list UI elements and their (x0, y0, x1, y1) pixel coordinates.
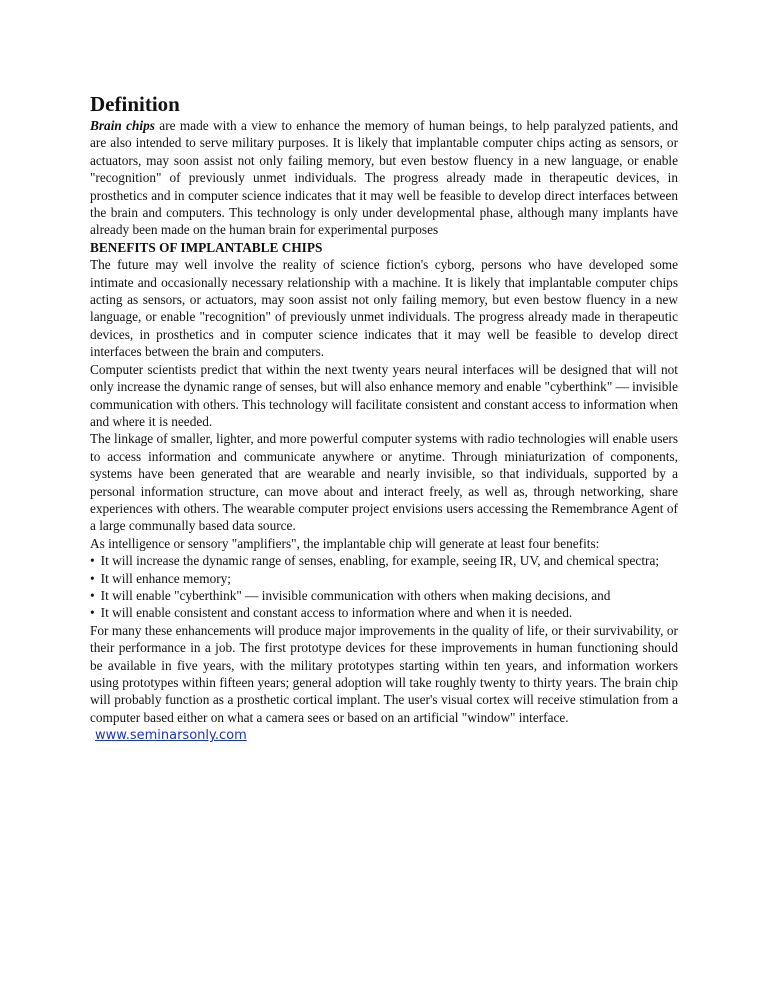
list-item (90, 570, 678, 587)
list-item-text: It will enable consistent and constant access to information where and when it is needed. (100, 605, 573, 621)
list-item (90, 587, 678, 604)
section-heading: BENEFITS OF IMPLANTABLE CHIPS (90, 239, 323, 255)
bullet-marker: • (90, 553, 95, 569)
paragraph-amplifiers: As intelligence or sensory "amplifiers", the implantable chip will generate at least four benefits: (90, 535, 600, 551)
bullet-marker: • (90, 587, 95, 603)
bullet-marker: • (90, 605, 95, 621)
list-item-text: It will enable "cyberthink" — invisible communication with others when making decisions, and (100, 587, 611, 603)
list-item (90, 552, 678, 569)
page-title: Definition (90, 92, 180, 116)
paragraph-future: The future may well involve the reality of science fiction's cyborg, persons who have developed some intimate and occasionally necessary relationship with a machine. It is likely that implantable computer chips acting as sensors, or actuators, may soon assist not only failing memory, but even bestow fluency in a new language, or enable "recognition" of previously unmet individuals. The progress already made in therapeutic devices, in prosthetics and in computer science indicates that it may well be feasible to develop direct interfaces between the brain and computers. (90, 257, 678, 360)
bullet-marker: • (90, 570, 95, 586)
list-item-text: It will increase the dynamic range of senses, enabling, for example, seeing IR, UV, and chemical spectra; (100, 553, 660, 569)
paragraph-linkage: The linkage of smaller, lighter, and more powerful computer systems with radio technologies will enable users to access information and communicate anywhere or anytime. Through miniaturization of components, systems have been generated that are wearable and nearly invisible, so that individuals, supported by a personal information structure, can move about and interact freely, as well as, through networking, share experiences with others. The wearable computer project envisions users accessing the Remembrance Agent of a large communally based data source. (90, 431, 678, 534)
intro-lead-term: Brain chips (90, 118, 155, 133)
document-body (90, 92, 678, 745)
website-link[interactable]: www.seminarsonly.com (95, 728, 247, 744)
list-item-text: It will enhance memory; (100, 570, 231, 586)
intro-paragraph (90, 117, 678, 239)
paragraph-computer-scientists: Computer scientists predict that within the next twenty years neural interfaces will be designed that will not only increase the dynamic range of senses, but will also enhance memory and enable "cyberthink" — invisible communication with others. This technology will facilitate consistent and constant access to information when and where it is needed. (90, 361, 678, 429)
intro-text: are made with a view to enhance the memory of human beings, to help paralyzed patients, and are also intended to serve military purposes. It is likely that implantable computer chips acting as sensors, or actuators, may soon assist not only failing memory, but even bestow fluency in a new language, or enable "recognition" of previously unmet individuals. The progress already made in therapeutic devices, in prosthetics and in computer science indicates that it may well be feasible to develop direct interfaces between the brain and computers. This technology is only under developmental phase, although many implants have already been made on the human brain for experimental purposes (90, 118, 678, 238)
paragraph-closing: For many these enhancements will produce major improvements in the quality of life, or their survivability, or their performance in a job. The first prototype devices for these improvements in human functioning should be available in five years, with the military prototypes starting within ten years, and information workers using prototypes within fifteen years; general adoption will take roughly twenty to thirty years. The brain chip will probably function as a prosthetic cortical implant. The user's visual cortex will receive stimulation from a computer based either on what a camera sees or based on an artificial "window" interface. (90, 622, 678, 725)
list-item (90, 604, 678, 621)
